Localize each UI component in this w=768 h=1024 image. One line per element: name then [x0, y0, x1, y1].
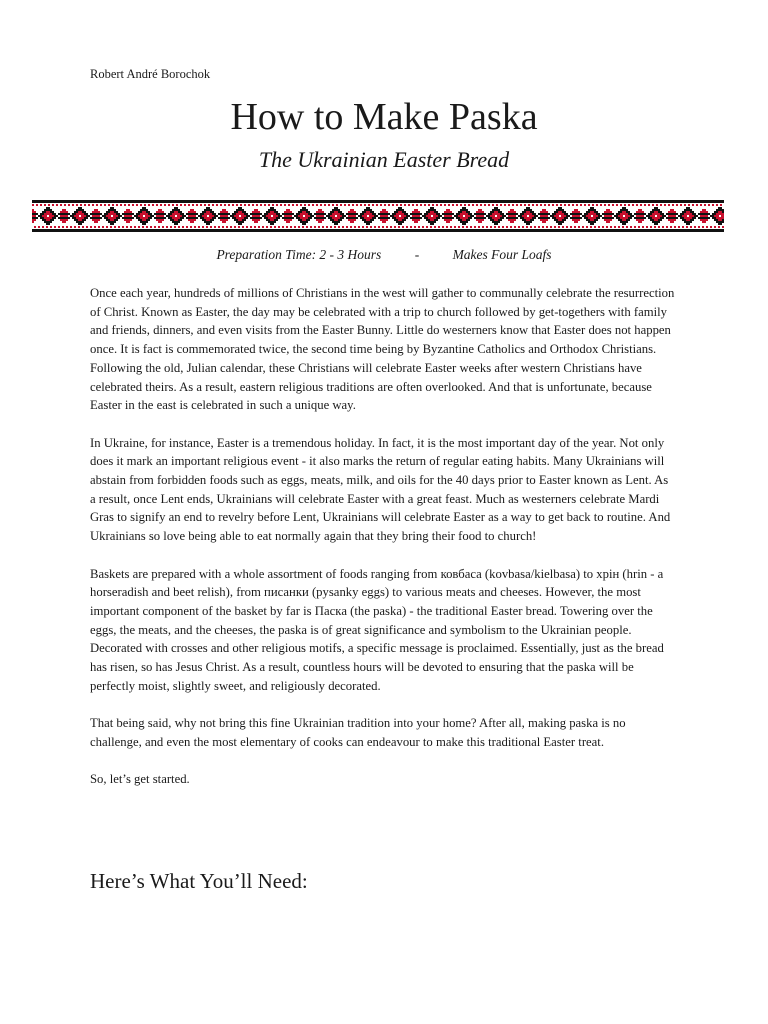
- paragraph: Baskets are prepared with a whole assortment of foods ranging from ковбаса (kovbasa/kielbasa) to хрін (hrin - a horseradish and beet relish), from писанки (pysanky eggs) to various meats and cheeses. However, the most important component of the basket by far is Пacкa (the paska) - the traditional Easter bread. Towering over the eggs, the meats, and the cheeses, the paska is of great significance and symbolism to the Ukrainian people. Decorated with crosses and other religious motifs, a specific message is proclaimed. Essentially, just as the bread has risen, so has Jesus Christ. As a result, countless hours will be devoted to ensuring that the paska will be perfectly moist, slightly sweet, and religiously decorated.: [90, 566, 664, 693]
- prep-info: [0, 246, 768, 264]
- recipe-yield: Makes Four Loafs: [452, 247, 552, 262]
- paragraph: So, let’s get started.: [90, 772, 190, 787]
- author-name: Robert André Borochok: [90, 67, 211, 81]
- section-heading: Here’s What You’ll Need:: [90, 869, 308, 893]
- page-title: How to Make Paska: [230, 96, 538, 138]
- paragraph: That being said, why not bring this fine Ukrainian tradition into your home? After all, making paska is no challenge, and even the most elementary of cooks can endeavour to make this traditional Easter treat.: [90, 716, 626, 749]
- prep-separator: -: [414, 247, 420, 262]
- paragraph: In Ukraine, for instance, Easter is a tremendous holiday. In fact, it is the most important day of the year. Not only does it mark an important religious event - it also marks the return of regular eating habits. Many Ukrainians will abstain from forbidden foods such as eggs, meats, milk, and oils for the 40 days prior to Easter known as Lent. As a result, once Lent ends, Ukrainians will celebrate Easter with a great feast. Much as westerners celebrate Mardi Gras to signify an end to revelry before Lent, Ukrainians will celebrate Easter as a way to get back to routine. And Ukrainians so love being able to eat normally again that they bring their food to church!: [90, 435, 671, 544]
- prep-time: Preparation Time: 2 - 3 Hours: [216, 247, 382, 262]
- paragraph: Once each year, hundreds of millions of Christians in the west will gather to communally celebrate the resurrection of Christ. Known as Easter, the day may be celebrated with a trip to church followed by get-togethers with family and friends, dinners, and even visits from the Easter Bunny. Little do westerners know that Easter does not happen once. It is fact is commemorated twice, the second time being by Byzantine Catholics and Orthodox Christians. Following the old, Julian calendar, these Christians will celebrate Easter weeks after western Christians have celebrated theirs. As a result, eastern religious traditions are often overlooked. And that is unfortunate, because Easter in the east is celebrated in such a unique way.: [90, 286, 675, 413]
- intro-text: [90, 284, 676, 808]
- embroidery-border: [32, 200, 724, 232]
- page-subtitle: The Ukrainian Easter Bread: [258, 147, 510, 172]
